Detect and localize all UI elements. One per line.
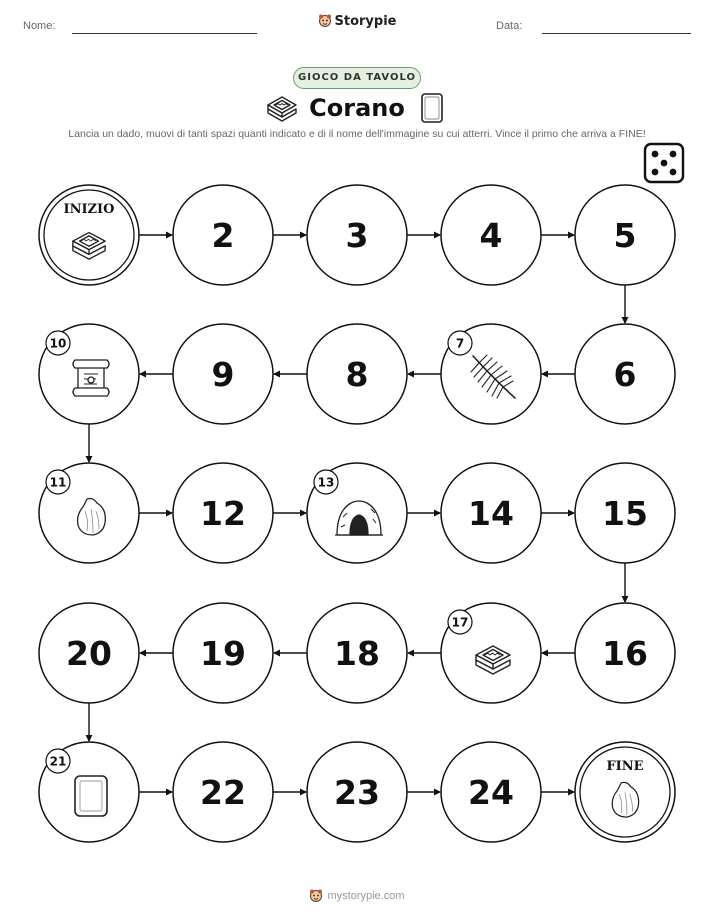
- space-number: 11: [49, 475, 67, 490]
- board-space-17: [441, 603, 541, 703]
- name-label: Nome:: [23, 20, 56, 32]
- date-label: Data:: [496, 20, 523, 32]
- board-space-8: [307, 324, 407, 424]
- board-space-23: [307, 742, 407, 842]
- space-number: 12: [200, 494, 246, 533]
- board-space-7: [441, 324, 541, 424]
- board-space-21: [39, 742, 139, 842]
- space-number: 17: [451, 615, 469, 630]
- space-number: 5: [613, 216, 637, 255]
- board-space-6: [575, 324, 675, 424]
- space-number: 13: [317, 475, 335, 490]
- space-number: 4: [479, 216, 503, 255]
- space-number: 24: [468, 773, 514, 812]
- space-label: FINE: [606, 759, 644, 774]
- board-space-11: [39, 463, 139, 563]
- space-number: 2: [211, 216, 235, 255]
- brand-name: Storypie: [334, 14, 397, 29]
- space-number: 3: [345, 216, 369, 255]
- space-number: 23: [334, 773, 380, 812]
- footer: [0, 888, 714, 902]
- board-space-24: [441, 742, 541, 842]
- board-space-finish: [575, 742, 675, 842]
- board-space-13: [307, 463, 407, 563]
- page-title: Corano: [309, 94, 405, 122]
- space-number: 19: [200, 634, 246, 673]
- board-space-14: [441, 463, 541, 563]
- footer-url: mystorypie.com: [327, 890, 405, 902]
- space-number: 6: [613, 355, 637, 394]
- board-space-10: [39, 324, 139, 424]
- category-badge: GIOCO DA TAVOLO: [293, 67, 421, 89]
- space-number: 16: [602, 634, 648, 673]
- board-space-20: [39, 603, 139, 703]
- board-space-9: [173, 324, 273, 424]
- board-space-22: [173, 742, 273, 842]
- board-space-12: [173, 463, 273, 563]
- board-space-18: [307, 603, 407, 703]
- instructions: Lancia un dado, muovi di tanti spazi quanti indicato e di il nome dell'immagine su cui atterri. Vince il primo che arriva a FINE!: [68, 128, 646, 140]
- space-label: INIZIO: [63, 202, 115, 217]
- storypie-logo-icon: [309, 888, 323, 902]
- tablet-icon: [75, 776, 107, 816]
- space-number: 7: [455, 336, 465, 351]
- space-number: 9: [211, 355, 235, 394]
- space-number: 14: [468, 494, 514, 533]
- board-space-2: [173, 185, 273, 285]
- board-space-4: [441, 185, 541, 285]
- space-number: 10: [49, 336, 67, 351]
- space-number: 18: [334, 634, 380, 673]
- board-space-19: [173, 603, 273, 703]
- board-space-3: [307, 185, 407, 285]
- board-space-15: [575, 463, 675, 563]
- board-space-5: [575, 185, 675, 285]
- space-number: 8: [345, 355, 369, 394]
- board-space-16: [575, 603, 675, 703]
- space-number: 21: [49, 754, 67, 769]
- scroll-icon: [73, 360, 109, 396]
- space-number: 20: [66, 634, 112, 673]
- space-number: 22: [200, 773, 246, 812]
- space-number: 15: [602, 494, 648, 533]
- board-space-start: [39, 185, 139, 285]
